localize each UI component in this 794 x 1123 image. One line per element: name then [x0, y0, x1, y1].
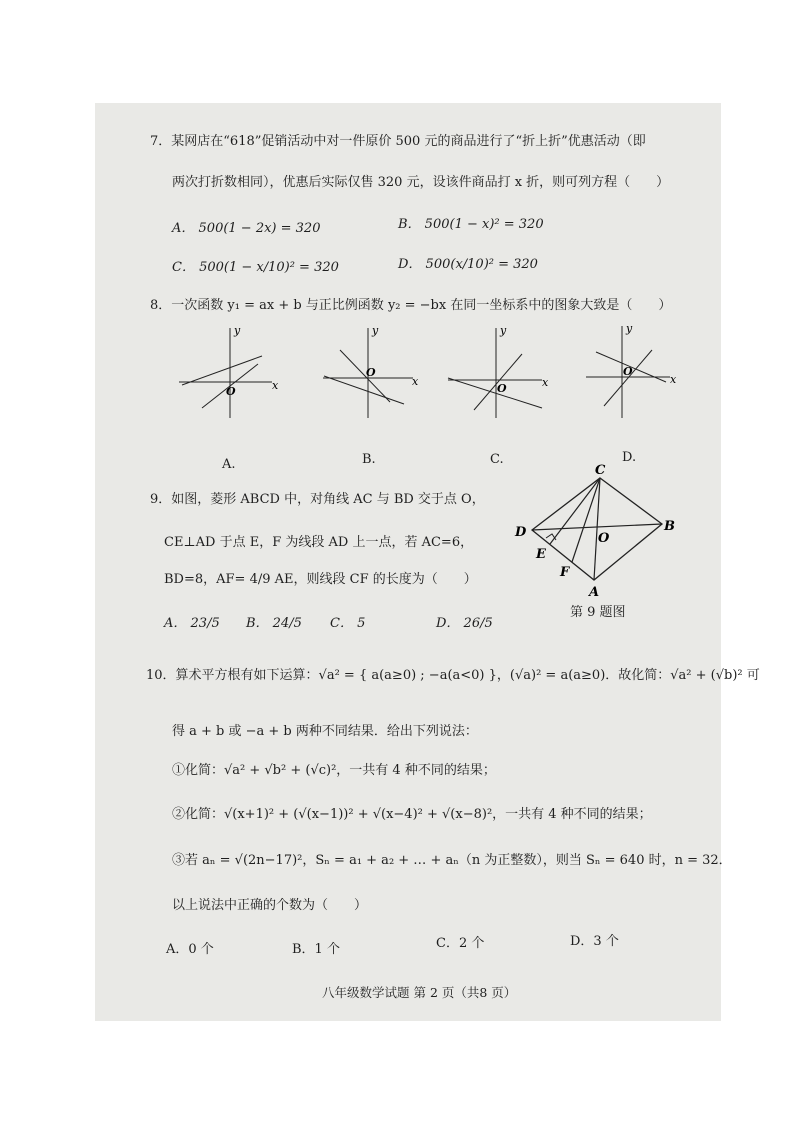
q8-graph-c — [444, 320, 554, 420]
origin-label: O — [623, 365, 633, 378]
q8-label-c: C. — [490, 452, 504, 467]
point-f-label: F — [560, 565, 570, 580]
y-axis-label: y — [372, 324, 379, 337]
q7-option-d: D． 500(x/10)² = 320 — [398, 257, 538, 272]
origin-label: O — [226, 385, 236, 398]
y-axis-label: y — [500, 324, 507, 337]
point-o-label: O — [598, 531, 610, 546]
line-y1 — [324, 376, 404, 404]
q9-option-d: D． 26/5 — [436, 616, 493, 631]
y-axis-label: y — [234, 324, 241, 337]
point-a-label: A — [589, 585, 600, 600]
line-y2 — [340, 350, 390, 402]
q8-graph-d — [582, 320, 682, 420]
x-axis-label: x — [670, 373, 677, 386]
q10-statement-1: ①化简：√a² + √b² + (√c)²，一共有 4 种不同的结果； — [172, 763, 496, 778]
q8-label-d: D. — [622, 450, 637, 465]
q8-stem: 8．一次函数 y₁ = ax + b 与正比例函数 y₂ = −bx 在同一坐标系中的图象大致是（ ） — [150, 298, 672, 313]
q10-option-d: D．3 个 — [570, 934, 619, 949]
q8-graph-b — [318, 320, 428, 420]
x-axis-label: x — [272, 379, 279, 392]
q7-line2: 两次打折数相同），优惠后实际仅售 320 元，设该件商品打 x 折，则可列方程（ ） — [172, 175, 670, 190]
q8-label-b: B. — [362, 452, 376, 467]
x-axis-label: x — [412, 375, 419, 388]
q9-rhombus-figure — [510, 460, 690, 600]
q10-option-b: B．1 个 — [292, 942, 340, 957]
x-axis-label: x — [542, 376, 549, 389]
q10-statement-2: ②化简：√(x+1)² + (√(x−1))² + √(x−4)² + √(x−8)²，一共有 4 种不同的结果； — [172, 807, 652, 822]
right-angle-mark — [546, 534, 556, 540]
q10-option-c: C．2 个 — [436, 936, 485, 951]
q7-option-c: C． 500(1 − x/10)² = 320 — [172, 260, 339, 275]
q10-line2: 得 a + b 或 −a + b 两种不同结果．给出下列说法： — [172, 724, 478, 739]
point-e-label: E — [536, 547, 546, 562]
y-axis-label: y — [626, 322, 633, 335]
q10-statement-3: ③若 aₙ = √(2n−17)²，Sₙ = a₁ + a₂ + … + aₙ（n 为正整数），则当 Sₙ = 640 时，n = 32． — [172, 853, 732, 868]
q8-label-a: A. — [222, 457, 236, 472]
q9-figure-caption: 第 9 题图 — [570, 605, 626, 620]
q9-option-a: A． 23/5 — [164, 616, 220, 631]
q10-option-a: A．0 个 — [166, 942, 214, 957]
q10-line1: 10．算术平方根有如下运算：√a² = { a(a≥0) ; −a(a<0) }，(√a)² = a(a≥0)．故化简：√a² + (√b)² 可 — [146, 668, 760, 683]
q7-option-a: A． 500(1 − 2x) = 320 — [172, 221, 321, 236]
point-c-label: C — [595, 463, 606, 478]
point-b-label: B — [664, 519, 675, 534]
q9-option-b: B． 24/5 — [246, 616, 302, 631]
q8-graph-a — [174, 320, 284, 420]
q9-line3: BD=8，AF= 4/9 AE，则线段 CF 的长度为（ ） — [164, 572, 477, 587]
line-y1 — [448, 378, 542, 408]
page-footer: 八年级数学试题 第 2 页（共8 页） — [322, 985, 517, 1000]
q10-line6: 以上说法中正确的个数为（ ） — [172, 898, 368, 913]
q9-line1: 9．如图，菱形 ABCD 中，对角线 AC 与 BD 交于点 O， — [150, 492, 485, 507]
origin-label: O — [497, 382, 507, 395]
origin-label: O — [366, 366, 376, 379]
point-d-label: D — [515, 525, 527, 540]
q7-option-b: B． 500(1 − x)² = 320 — [398, 217, 544, 232]
q9-option-c: C． 5 — [330, 616, 366, 631]
q7-line1: 7．某网店在“618”促销活动中对一件原价 500 元的商品进行了“折上折”优惠活动（即 — [150, 134, 646, 149]
q9-line2: CE⊥AD 于点 E，F 为线段 AD 上一点，若 AC=6， — [164, 535, 474, 550]
